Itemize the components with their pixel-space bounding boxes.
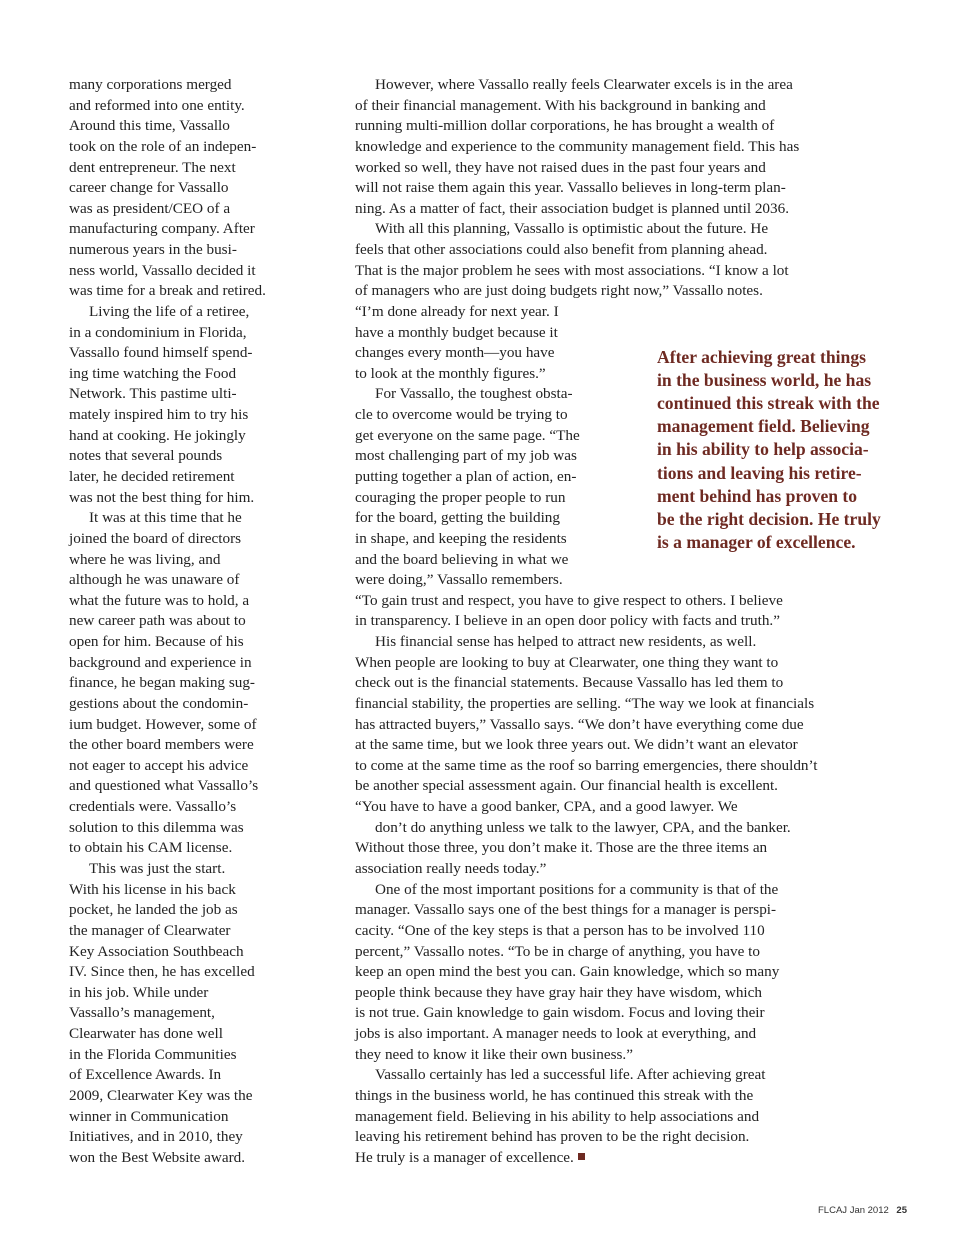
left-column-line: winner in Communication xyxy=(69,1107,229,1125)
left-column-line: It was at this time that he xyxy=(89,509,242,527)
right-column-line: knowledge and experience to the community management field. This has xyxy=(355,137,800,155)
left-column-line: gestions about the condomin- xyxy=(69,694,249,712)
left-column-line: finance, he began making sug- xyxy=(69,674,255,692)
left-column-line: background and experience in xyxy=(69,653,252,671)
right-column-line: putting together a plan of action, en- xyxy=(355,468,577,485)
left-column-line: Living the life of a retiree, xyxy=(89,302,250,320)
left-column-line: in a condominium in Florida, xyxy=(69,323,247,341)
right-column-line: “I’m done already for next year. I xyxy=(355,302,559,320)
left-column-line: Around this time, Vassallo xyxy=(69,117,230,135)
right-column-line: Vassallo certainly has led a successful life. After achieving great xyxy=(375,1066,766,1084)
right-column-line: cle to overcome would be trying to xyxy=(355,406,568,424)
right-column-line: association really needs today.” xyxy=(355,859,547,877)
right-column-line: cacity. “One of the key steps is that a person has to be involved 110 xyxy=(355,921,765,939)
right-column-line: worked so well, they have not raised dues in the past four years and xyxy=(355,158,766,176)
right-column-line: One of the most important positions for a community is that of the xyxy=(375,880,779,898)
left-column-line: new career path was about to xyxy=(69,612,246,630)
left-column-line: was not the best thing for him. xyxy=(69,488,255,506)
right-column-line: changes every month—you have xyxy=(355,344,555,362)
left-column-line: many corporations merged xyxy=(69,76,232,93)
right-column-line: get everyone on the same page. “The xyxy=(355,426,580,444)
right-column-line: things in the business world, he has continued this streak with the xyxy=(355,1086,754,1104)
right-column-line: most challenging part of my job was xyxy=(355,447,577,465)
right-column-line: they need to know it like their own business.” xyxy=(355,1045,633,1063)
left-column-line: notes that several pounds xyxy=(69,447,223,465)
left-column-line: the manager of Clearwater xyxy=(69,921,231,939)
left-column-line: pocket, he landed the job as xyxy=(69,901,238,919)
left-column-line: credentials were. Vassallo’s xyxy=(69,798,237,815)
left-column-line: career change for Vassallo xyxy=(69,179,229,197)
right-column-line: financial stability, the properties are selling. “The way we look at financials xyxy=(355,694,815,712)
left-column-line: Network. This pastime ulti- xyxy=(69,385,237,403)
right-column-line: to look at the monthly figures.” xyxy=(355,364,546,382)
footer-publication: FLCAJ xyxy=(818,1205,848,1216)
pull-quote-line: be the right decision. He truly xyxy=(657,508,881,529)
left-column-line: in his job. While under xyxy=(69,983,209,1001)
left-column-line: Vassallo’s management, xyxy=(69,1004,215,1022)
pull-quote-line: continued this streak with the xyxy=(657,393,880,414)
right-column-line: check out is the financial statements. Because Vassallo has led them to xyxy=(355,674,784,692)
right-column-line: couraging the proper people to run xyxy=(355,488,566,506)
left-column-line: mately inspired him to try his xyxy=(69,406,249,424)
left-column-line: open for him. Because of his xyxy=(69,633,244,650)
left-column-line: 2009, Clearwater Key was the xyxy=(69,1086,253,1104)
right-column-line: manager. Vassallo says one of the best things for a manager is perspi- xyxy=(355,901,777,919)
right-column-line: keep an open mind the best you can. Gain knowledge, which so many xyxy=(355,963,780,981)
left-column-line: numerous years in the busi- xyxy=(69,241,237,258)
left-column-line: ium budget. However, some of xyxy=(69,715,257,733)
left-column-line: the other board members were xyxy=(69,736,254,754)
left-column-line: although he was unaware of xyxy=(69,571,240,589)
right-column-line: His financial sense has helped to attract new residents, as well. xyxy=(375,633,757,650)
right-column-line: has attracted buyers,” Vassallo says. “We don’t have everything come due xyxy=(355,715,804,733)
left-column-line: hand at cooking. He jokingly xyxy=(69,426,246,444)
left-column-line: manufacturing company. After xyxy=(69,220,255,238)
pull-quote-line: ment behind has proven to xyxy=(657,485,858,506)
right-column-line: He truly is a manager of excellence. xyxy=(355,1148,585,1168)
left-column-line: Initiatives, and in 2010, they xyxy=(69,1128,243,1146)
right-column-line: to come at the same time as the roof so barring emergencies, there shouldn’t xyxy=(355,756,818,774)
left-column-line: dent entrepreneur. The next xyxy=(69,158,236,176)
right-column-line: management field. Believing in his ability to help associations and xyxy=(355,1107,760,1125)
right-column-line: For Vassallo, the toughest obsta- xyxy=(375,385,573,403)
left-column-line: took on the role of an indepen- xyxy=(69,137,257,155)
left-column-line: not eager to accept his advice xyxy=(69,756,249,774)
pull-quote-line: in his ability to help associa- xyxy=(657,439,869,460)
left-column-line: later, he decided retirement xyxy=(69,468,235,485)
left-column-line: IV. Since then, he has excelled xyxy=(69,963,255,981)
pull-quote-line: in the business world, he has xyxy=(657,370,872,391)
right-column-line: ning. As a matter of fact, their association budget is planned until 2036. xyxy=(355,199,790,217)
left-column-line: solution to this dilemma was xyxy=(69,818,244,836)
pull-quote-line: After achieving great things xyxy=(657,347,866,367)
right-column-line: is not true. Gain knowledge to gain wisdom. Focus and loving their xyxy=(355,1004,765,1022)
left-column-line: With his license in his back xyxy=(69,880,236,898)
left-column-line: Vassallo found himself spend- xyxy=(69,344,253,362)
right-column-line: were doing,” Vassallo remembers. xyxy=(355,571,563,589)
right-column-line: That is the major problem he sees with most associations. “I know a lot xyxy=(355,261,789,279)
right-column-line: in shape, and keeping the residents xyxy=(355,529,567,547)
footer-issue: Jan 2012 xyxy=(849,1205,889,1216)
right-column-line: and the board believing in what we xyxy=(355,550,569,568)
left-column-line: Key Association Southbeach xyxy=(69,942,244,960)
right-column-line: jobs is also important. A manager needs to look at everything, and xyxy=(355,1025,757,1042)
right-column-line: “To gain trust and respect, you have to give respect to others. I believe xyxy=(355,591,783,609)
right-column-line: However, where Vassallo really feels Clearwater excels is in the area xyxy=(375,76,793,93)
left-column-line: won the Best Website award. xyxy=(69,1148,246,1166)
end-of-article-icon xyxy=(578,1153,585,1160)
pull-quote-line: tions and leaving his retire- xyxy=(657,462,862,483)
left-column-line: what the future was to hold, a xyxy=(69,591,250,609)
right-column-line: Without those three, you don’t make it. Those are the three items an xyxy=(355,839,768,857)
left-column-line: in the Florida Communities xyxy=(69,1045,237,1063)
left-column-line: Clearwater has done well xyxy=(69,1025,223,1042)
right-column-line: be another special assessment again. Our financial health is excellent. xyxy=(355,777,778,795)
page-footer xyxy=(818,1205,907,1217)
left-column-line: where he was living, and xyxy=(69,550,221,568)
right-column-line: of their financial management. With his background in banking and xyxy=(355,96,766,114)
right-column-line: running multi-million dollar corporations, he has brought a wealth of xyxy=(355,117,775,135)
right-column-line: for the board, getting the building xyxy=(355,509,560,527)
left-column-line: to obtain his CAM license. xyxy=(69,839,233,857)
right-column-line: With all this planning, Vassallo is optimistic about the future. He xyxy=(375,220,769,238)
right-column-line: have a monthly budget because it xyxy=(355,323,558,341)
right-column-line: leaving his retirement behind has proven to be the right decision. xyxy=(355,1128,750,1146)
page-number: 25 xyxy=(896,1205,907,1216)
right-column-line: in transparency. I believe in an open door policy with facts and truth.” xyxy=(355,612,780,630)
left-column-line: ness world, Vassallo decided it xyxy=(69,261,256,279)
right-column-line: will not raise them again this year. Vassallo believes in long-term plan- xyxy=(355,179,786,197)
right-column-line: When people are looking to buy at Clearwater, one thing they want to xyxy=(355,653,779,671)
right-column-line: don’t do anything unless we talk to the lawyer, CPA, and the banker. xyxy=(375,818,791,836)
right-column-line: feels that other associations could also benefit from planning ahead. xyxy=(355,241,768,258)
left-column-line: was as president/CEO of a xyxy=(69,199,231,217)
right-column-line: at the same time, but we look three years out. We didn’t want an elevator xyxy=(355,736,798,754)
left-column-line: ing time watching the Food xyxy=(69,364,237,382)
pull-quote-line: management field. Believing xyxy=(657,416,870,437)
right-column-line: people think because they have gray hair they have wisdom, which xyxy=(355,983,762,1001)
right-column-line: percent,” Vassallo notes. “To be in charge of anything, you have to xyxy=(355,942,760,960)
pull-quote-line: is a manager of excellence. xyxy=(657,531,856,552)
left-column-line: This was just the start. xyxy=(89,859,226,877)
left-column-line: joined the board of directors xyxy=(69,529,242,547)
right-column-line: of managers who are just doing budgets right now,” Vassallo notes. xyxy=(355,282,763,300)
left-column-line: was time for a break and retired. xyxy=(69,282,266,300)
left-column-line: and reformed into one entity. xyxy=(69,96,245,114)
left-column-line: of Excellence Awards. In xyxy=(69,1066,222,1084)
left-column-line: and questioned what Vassallo’s xyxy=(69,777,259,795)
right-column-line: “You have to have a good banker, CPA, and a good lawyer. We xyxy=(355,798,738,815)
